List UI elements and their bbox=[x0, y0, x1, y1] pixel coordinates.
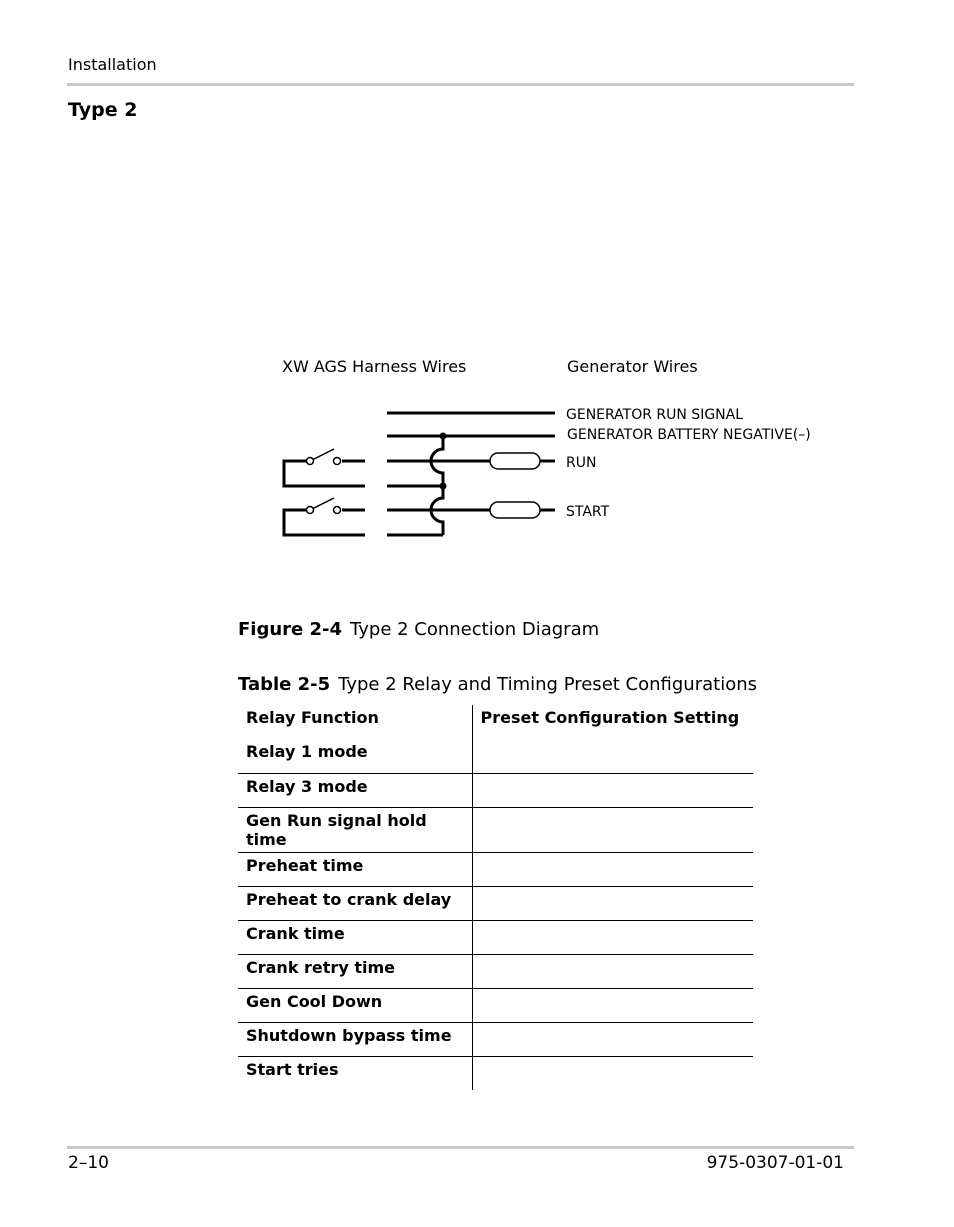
preset-setting-cell bbox=[472, 852, 753, 886]
figure-caption bbox=[238, 619, 599, 640]
header-rule bbox=[67, 83, 854, 86]
table-row bbox=[238, 920, 753, 954]
relay-function-cell: Shutdown bypass time bbox=[238, 1022, 472, 1056]
generator-heading: Generator Wires bbox=[567, 357, 698, 376]
table-number: Table 2-5 bbox=[238, 674, 331, 695]
preset-setting-cell bbox=[472, 807, 753, 852]
preset-setting-cell bbox=[472, 773, 753, 807]
table-row bbox=[238, 807, 753, 852]
table-row bbox=[238, 1056, 753, 1090]
running-header: Installation bbox=[68, 55, 157, 74]
preset-setting-cell bbox=[472, 988, 753, 1022]
wire-label-start: START bbox=[566, 504, 610, 520]
relay-function-cell: Crank time bbox=[238, 920, 472, 954]
wire-label-battery-negative: GENERATOR BATTERY NEGATIVE(–) bbox=[567, 427, 811, 443]
table-title: Type 2 Relay and Timing Preset Configurations bbox=[338, 674, 757, 695]
relay-function-cell: Relay 3 mode bbox=[238, 773, 472, 807]
preset-setting-cell bbox=[472, 920, 753, 954]
start-connector bbox=[490, 502, 540, 518]
run-connector bbox=[490, 453, 540, 469]
relay-function-cell: Preheat to crank delay bbox=[238, 886, 472, 920]
relay-function-cell: Gen Run signal hold time bbox=[238, 807, 472, 852]
table-row bbox=[238, 1022, 753, 1056]
relay-function-cell: Start tries bbox=[238, 1056, 472, 1090]
preset-setting-cell bbox=[472, 954, 753, 988]
wire-label-run: RUN bbox=[566, 455, 597, 471]
wire-label-run-signal: GENERATOR RUN SIGNAL bbox=[566, 407, 744, 423]
relay-function-cell: Gen Cool Down bbox=[238, 988, 472, 1022]
preset-setting-cell bbox=[472, 886, 753, 920]
table-caption bbox=[238, 674, 757, 695]
header-preset-setting: Preset Configuration Setting bbox=[480, 708, 740, 727]
section-title: Type 2 bbox=[68, 99, 138, 121]
page-number: 2–10 bbox=[68, 1153, 109, 1173]
figure-number: Figure 2-4 bbox=[238, 619, 343, 640]
table-row bbox=[238, 886, 753, 920]
preset-config-table bbox=[238, 705, 753, 1090]
relay-function-cell: Crank retry time bbox=[238, 954, 472, 988]
figure-title: Type 2 Connection Diagram bbox=[350, 619, 600, 640]
harness-heading: XW AGS Harness Wires bbox=[282, 357, 467, 376]
connection-diagram bbox=[270, 345, 850, 550]
preset-setting-cell bbox=[472, 739, 753, 773]
table-row bbox=[238, 852, 753, 886]
preset-setting-cell bbox=[472, 1056, 753, 1090]
footer-rule bbox=[67, 1146, 854, 1149]
table-header-row bbox=[238, 705, 753, 739]
table-row bbox=[238, 954, 753, 988]
table-row bbox=[238, 773, 753, 807]
relay-function-cell: Preheat time bbox=[238, 852, 472, 886]
table-row bbox=[238, 988, 753, 1022]
preset-setting-cell bbox=[472, 1022, 753, 1056]
relay-function-cell: Relay 1 mode bbox=[238, 739, 472, 773]
table-row bbox=[238, 739, 753, 773]
document-number: 975-0307-01-01 bbox=[706, 1153, 844, 1173]
header-relay-function: Relay Function bbox=[238, 705, 472, 739]
